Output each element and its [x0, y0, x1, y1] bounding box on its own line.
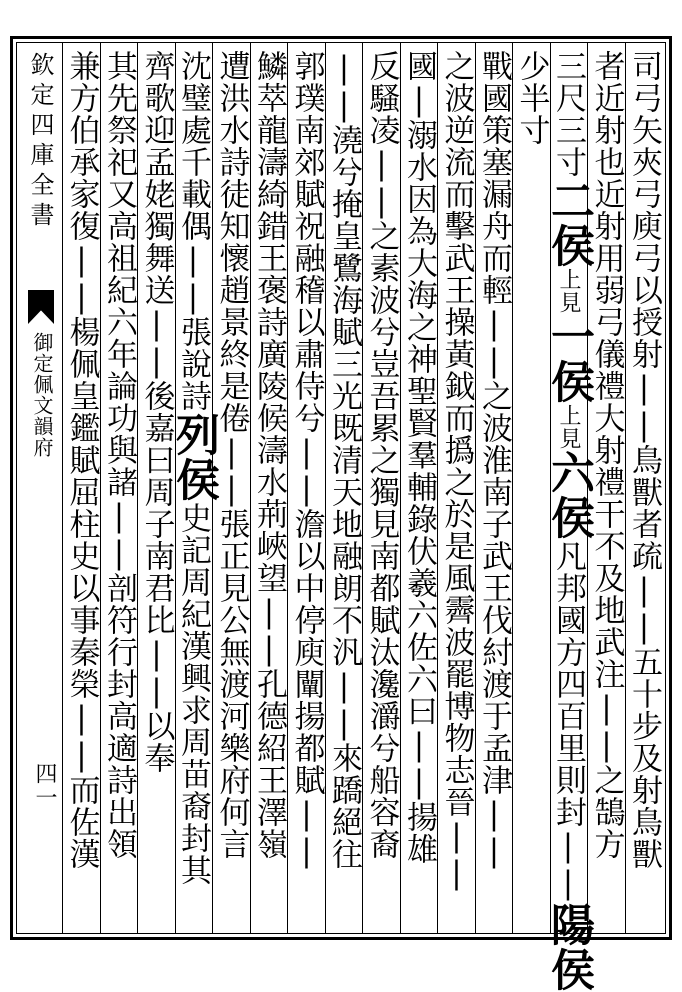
text-column — [437, 50, 475, 892]
headword: 一侯 — [543, 314, 594, 404]
text-run: 齊歌迎孟姥獨舞送|| — [138, 50, 175, 380]
text-run: 郭璞南郊賦祝融稽以肅侍兮||澹以中停庾闡揚都賦|| — [288, 50, 325, 870]
text-run: 少半寸 — [513, 50, 550, 146]
text-column — [512, 50, 550, 146]
text-column — [62, 50, 100, 870]
column-rule — [512, 42, 513, 934]
text-run: 遭洪水詩徒知懷趙景終是倦||張正見公無渡河樂府何言 — [213, 50, 250, 860]
text-run: 史記周紀漢興求周苗裔封其 — [175, 502, 211, 886]
headword: 二侯 — [543, 178, 594, 268]
text-run: 兼方伯承家復||楊佩皇鑑賦屈柱史以事秦榮||而佐漢 — [63, 50, 100, 870]
text-column — [250, 50, 288, 860]
text-column — [168, 50, 219, 886]
text-run: 反騷凌||之素波兮豈吾累之獨見南都賦汰瀺灂兮船容裔 — [363, 50, 400, 860]
text-run: 者近射也近射用弱弓儀禮大射禮干不及地武注||之鵠方 — [588, 50, 625, 860]
text-column — [100, 50, 138, 860]
text-column — [362, 50, 400, 860]
page-number: 四一 — [32, 762, 57, 810]
text-column — [543, 50, 594, 992]
text-run: 後嘉曰周子南君比||以奉 — [138, 380, 175, 774]
headword: 列侯 — [168, 412, 219, 502]
text-column — [625, 50, 663, 870]
text-run: 三尺三寸 — [550, 50, 586, 178]
text-run: 司弓矢夾弓庾弓以授射||鳥獸者疏||五十步及射鳥獸 — [626, 50, 662, 870]
text-run: 凡邦國方四百里則封|| — [550, 540, 586, 902]
text-column — [475, 50, 513, 870]
text-run: 其先祭祀又高祖紀六年論功與諸||剖符行封高適詩出領 — [101, 50, 137, 860]
annotation: 上見 — [556, 268, 581, 314]
text-column — [325, 50, 363, 870]
text-run: 戰國策塞漏舟而輕||之波淮南子武王伐紂渡于孟津|| — [476, 50, 512, 870]
text-column — [287, 50, 325, 870]
text-run: 之波逆流而擊武王操黃鉞而撝之於是風霽波罷博物志晉|| — [438, 50, 475, 892]
text-run: 國|溺水因為大海之神聖賢羣輔錄伏羲六佐六曰||揚雄 — [401, 50, 437, 865]
text-run: 鱗萃龍濤綺錯王褒詩廣陵候濤水荊峽望||孔德紹王澤嶺 — [251, 50, 287, 860]
text-column — [137, 50, 175, 774]
margin-book-title: 御定佩文韻府 — [30, 332, 54, 458]
headword: 六侯 — [543, 450, 594, 540]
annotation: 上見 — [556, 404, 581, 450]
text-column — [400, 50, 438, 865]
headword: 陽侯 — [543, 902, 594, 992]
margin-title: 欽定四庫全書 — [26, 52, 54, 232]
text-run: ||澆兮掩皇鷺海賦三光既清天地融朗不汎||來蹻絕往 — [326, 50, 362, 870]
text-run: 沈璧處千載偶||張說詩 — [175, 50, 211, 412]
